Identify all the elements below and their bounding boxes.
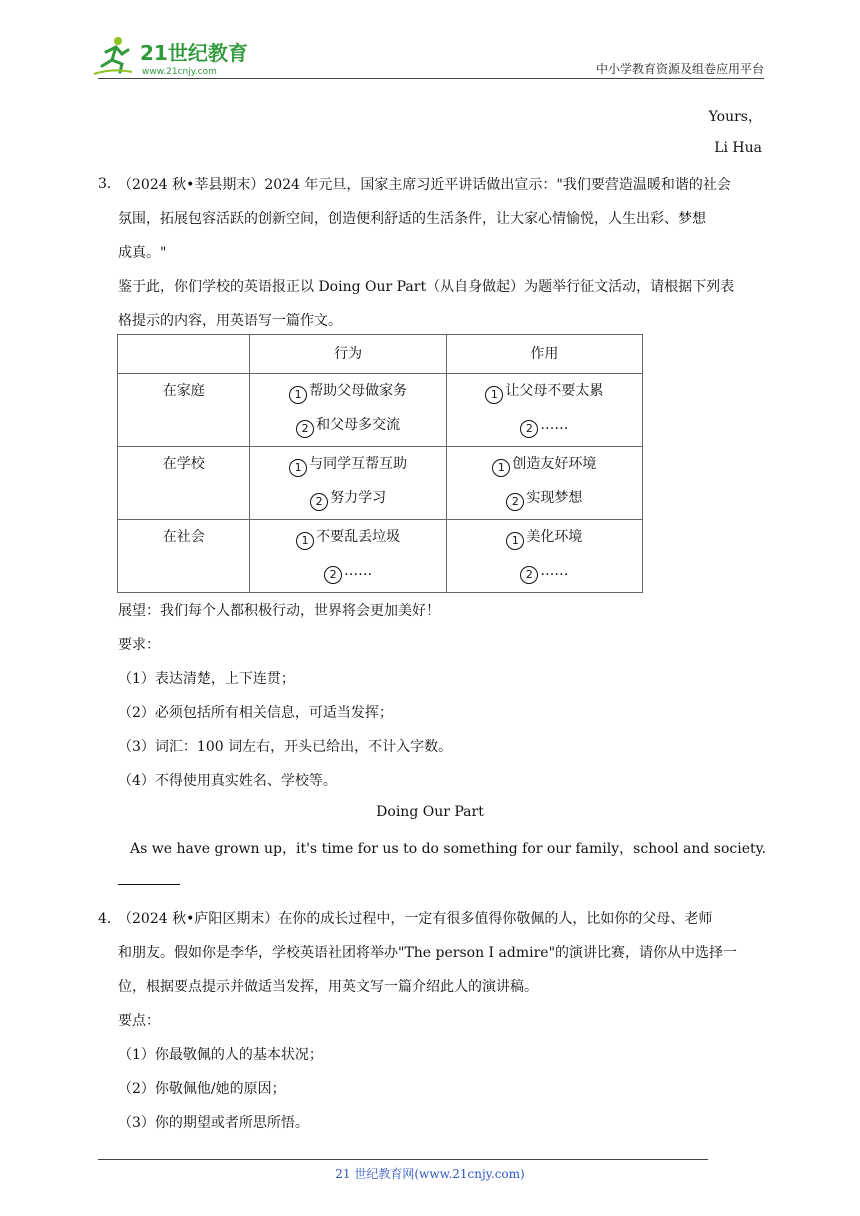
actions-cell (250, 447, 446, 520)
row-label: 在社会 (118, 520, 250, 593)
number-1-icon: 1 (492, 459, 510, 477)
number-1-icon: 1 (485, 386, 503, 404)
requirement-item: （2）必须包括所有相关信息，可适当发挥； (118, 705, 393, 721)
letter-closing: Yours， (708, 109, 762, 125)
points-title: 要点： (118, 1013, 160, 1029)
q4-line1: （2024 秋•庐阳区期末）在你的成长过程中，一定有很多值得你敬佩的人，比如你的父母、老师 (118, 911, 713, 927)
requirement-item: （3）词汇：100 词左右，开头已给出，不计入字数。 (118, 739, 453, 755)
number-2-icon: 2 (296, 420, 314, 438)
q4-line3: 位，根据要点提示并做适当发挥，用英文写一篇介绍此人的演讲稿。 (118, 979, 538, 995)
list-item: 2 …… (447, 554, 642, 588)
number-2-icon: 2 (324, 566, 342, 584)
outlook-text: 展望：我们每个人都积极行动，世界将会更加美好！ (118, 603, 440, 619)
effects-cell (446, 447, 642, 520)
runner-icon (94, 37, 132, 74)
actions-cell (250, 520, 446, 593)
requirements-title: 要求： (118, 637, 160, 653)
site-logo (92, 34, 262, 78)
q4-line2: 和朋友。假如你是李华，学校英语社团将举办"The person I admire"的演讲比赛，请你从中选择一 (118, 945, 738, 961)
effects-cell (446, 520, 642, 593)
table-row (118, 447, 643, 520)
q3-line3: 成真。" (118, 245, 167, 261)
logo-text: 21世纪教育 (140, 41, 248, 65)
list-item: 2 …… (250, 554, 445, 588)
table-row (118, 520, 643, 593)
number-1-icon: 1 (506, 532, 524, 550)
prompt-table (117, 334, 643, 593)
q4-number: 4． (98, 911, 121, 927)
list-item: 1 创造友好环境 (447, 447, 642, 481)
point-item: （3）你的期望或者所思所悟。 (118, 1115, 309, 1131)
list-item: 2 和父母多交流 (250, 408, 445, 442)
point-item: （1）你最敬佩的人的基本状况； (118, 1047, 323, 1063)
list-item: 1 与同学互帮互助 (250, 447, 445, 481)
q3-line5: 格提示的内容，用英语写一篇作文。 (118, 313, 342, 329)
footer-divider (98, 1159, 708, 1160)
essay-title: Doing Our Part (376, 804, 484, 820)
effects-cell (446, 374, 642, 447)
table-header-cell (118, 335, 250, 374)
list-item: 1 让父母不要太累 (447, 374, 642, 408)
answer-blank (118, 884, 180, 885)
number-1-icon: 1 (296, 532, 314, 550)
requirement-item: （4）不得使用真实姓名、学校等。 (118, 773, 337, 789)
essay-opening: As we have grown up，it's time for us to do something for our family，school and society. (130, 841, 767, 857)
number-1-icon: 1 (289, 386, 307, 404)
row-label: 在学校 (118, 447, 250, 520)
actions-cell (250, 374, 446, 447)
requirement-item: （1）表达清楚，上下连贯； (118, 671, 295, 687)
q3-line2: 氛围，拓展包容活跃的创新空间，创造便利舒适的生活条件，让大家心情愉悦，人生出彩、梦想 (118, 211, 706, 227)
table-header-cell: 作用 (446, 335, 642, 374)
q3-number: 3． (98, 176, 121, 192)
table-row (118, 374, 643, 447)
table-header-row (118, 335, 643, 374)
number-2-icon: 2 (506, 493, 524, 511)
number-2-icon: 2 (520, 420, 538, 438)
list-item: 1 不要乱丢垃圾 (250, 520, 445, 554)
letter-signature: Li Hua (714, 140, 762, 156)
point-item: （2）你敬佩他/她的原因； (118, 1081, 286, 1097)
number-2-icon: 2 (310, 493, 328, 511)
q3-line1: （2024 秋•莘县期末）2024 年元旦，国家主席习近平讲话做出宣示："我们要营造温暖和谐的社会 (118, 177, 731, 193)
list-item: 2 努力学习 (250, 481, 445, 515)
footer-link[interactable]: 21 世纪教育网(www.21cnjy.com) (335, 1167, 525, 1181)
header-divider (98, 78, 764, 79)
list-item: 2 …… (447, 408, 642, 442)
number-1-icon: 1 (289, 459, 307, 477)
row-label: 在家庭 (118, 374, 250, 447)
q3-line4: 鉴于此，你们学校的英语报正以 Doing Our Part（从自身做起）为题举行征文活动，请根据下列表 (118, 279, 735, 295)
number-2-icon: 2 (520, 566, 538, 584)
logo-url: www.21cnjy.com (142, 67, 217, 77)
list-item: 1 美化环境 (447, 520, 642, 554)
table-header-cell: 行为 (250, 335, 446, 374)
list-item: 2 实现梦想 (447, 481, 642, 515)
list-item: 1 帮助父母做家务 (250, 374, 445, 408)
platform-name: 中小学教育资源及组卷应用平台 (595, 62, 764, 76)
